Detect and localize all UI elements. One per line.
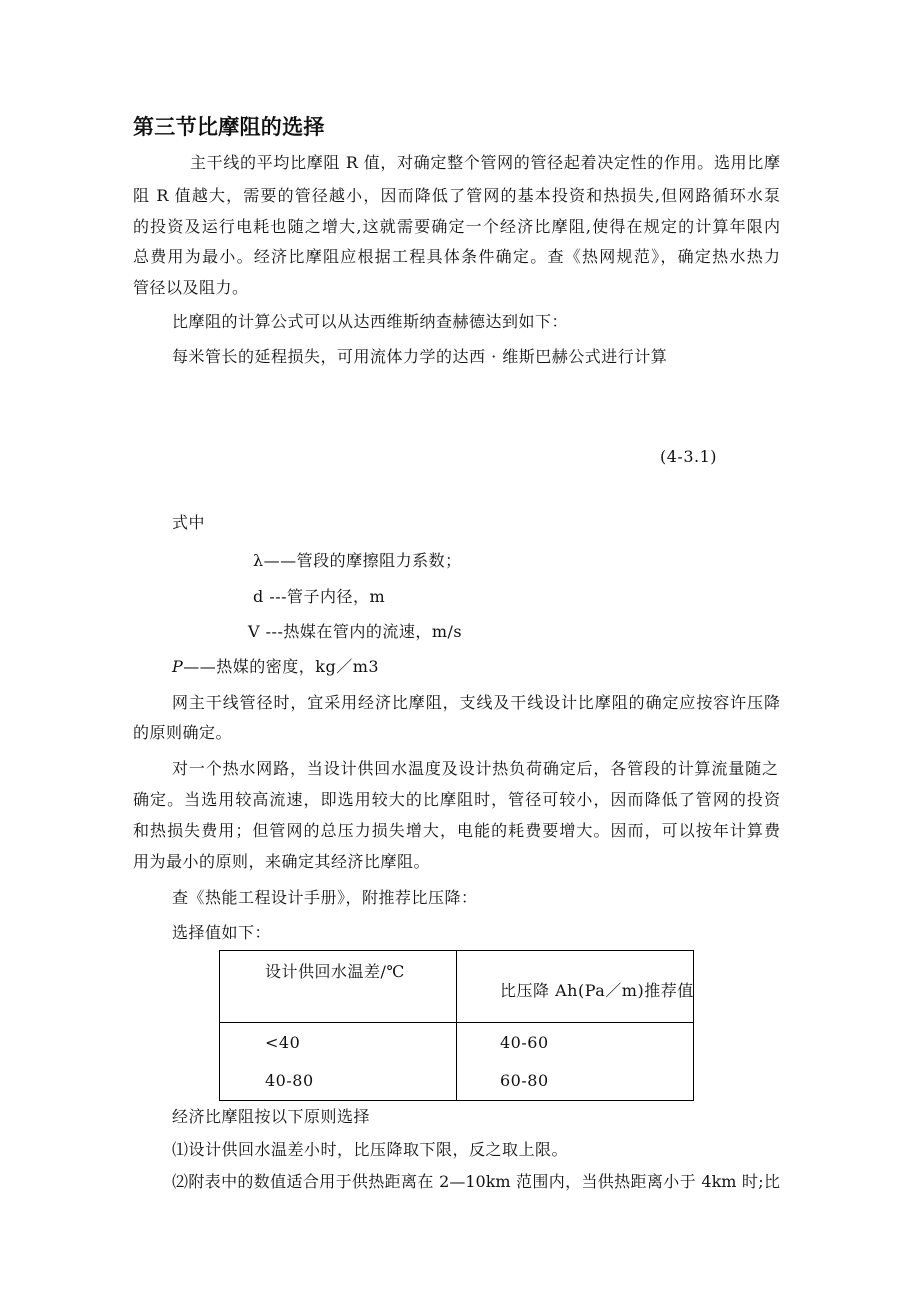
where-label: 式中	[172, 513, 206, 532]
handbook-reference: 查《热能工程设计手册》，附推荐比压降：	[172, 888, 478, 907]
symbol-v-definition: V ---热媒在管内的流速，m/s	[248, 622, 463, 641]
paragraph-2-line: 网主干线管径时，宜采用经济比摩阻，支线及干线设计比摩阻的确定应按容许压降	[172, 693, 780, 712]
paragraph-3-line: 对一个热水网路，当设计供回水温度及设计热负荷确定后，各管段的计算流量随之	[172, 759, 778, 778]
paragraph-1-line: 总费用为最小。经济比摩阻应根据工程具体条件确定。查《热网规范》，确定热水热力	[133, 247, 780, 266]
symbol-rho-definition	[172, 657, 379, 677]
table-cell: 40-80	[265, 1071, 314, 1090]
table-intro: 选择值如下：	[172, 923, 272, 942]
table-column-divider	[456, 951, 457, 1100]
paragraph-3-line: 确定。当选用较高流速，即选用较大的比摩阻时，管径可较小，因而降低了管网的投资	[133, 790, 780, 809]
formula-lead: 每米管长的延程损失，可用流体力学的达西 · 维斯巴赫公式进行计算	[172, 347, 668, 366]
paragraph-1-line: 的投资及运行电耗也随之增大,这就需要确定一个经济比摩阻,使得在规定的计算年限内	[133, 217, 780, 236]
paragraph-1-line: 主干线的平均比摩阻 R 值，对确定整个管网的管径起着决定性的作用。选用比摩	[190, 153, 780, 172]
table-cell: 40-60	[500, 1033, 549, 1052]
principles-title: 经济比摩阻按以下原则选择	[172, 1107, 371, 1126]
symbol-d-definition: d ---管子内径，m	[253, 587, 386, 606]
paragraph-3-line: 和热损失费用；但管网的总压力损失增大，电能的耗费要增大。因而，可以按年计算费	[133, 821, 780, 840]
symbol-lambda-definition: λ——管段的摩擦阻力系数；	[253, 551, 462, 570]
principle-item: ⑴设计供回水温差小时，比压降取下限，反之取上限。	[172, 1140, 569, 1159]
symbol-rho: P	[172, 657, 184, 676]
principle-item: ⑵附表中的数值适合用于供热距离在 2—10km 范围内，当供热距离小于 4km 时;比	[172, 1172, 780, 1191]
table-header-divider	[220, 1022, 693, 1023]
section-heading: 第三节比摩阻的选择	[133, 115, 325, 139]
table-cell: <40	[265, 1033, 301, 1052]
paragraph-1-line: 阻 R 值越大，需要的管径越小，因而降低了管网的基本投资和热损失,但网路循环水泵	[133, 186, 780, 205]
paragraph-1-line: 管径以及阻力。	[133, 278, 249, 297]
equation-number: (4-3.1)	[660, 447, 718, 466]
table-cell: 60-80	[500, 1071, 549, 1090]
symbol-rho-description: ——热媒的密度，kg／m3	[183, 657, 380, 676]
table-header-temperature-difference: 设计供回水温差/℃	[265, 962, 405, 981]
table-header-recommended-pressure-drop: 比压降 Ah(Pa／m)推荐值	[500, 981, 694, 1000]
paragraph-3-line: 用为最小的原则，来确定其经济比摩阻。	[133, 852, 431, 871]
formula-intro: 比摩阻的计算公式可以从达西维斯纳查赫德达到如下：	[172, 312, 569, 331]
paragraph-2-line: 的原则确定。	[133, 723, 233, 742]
